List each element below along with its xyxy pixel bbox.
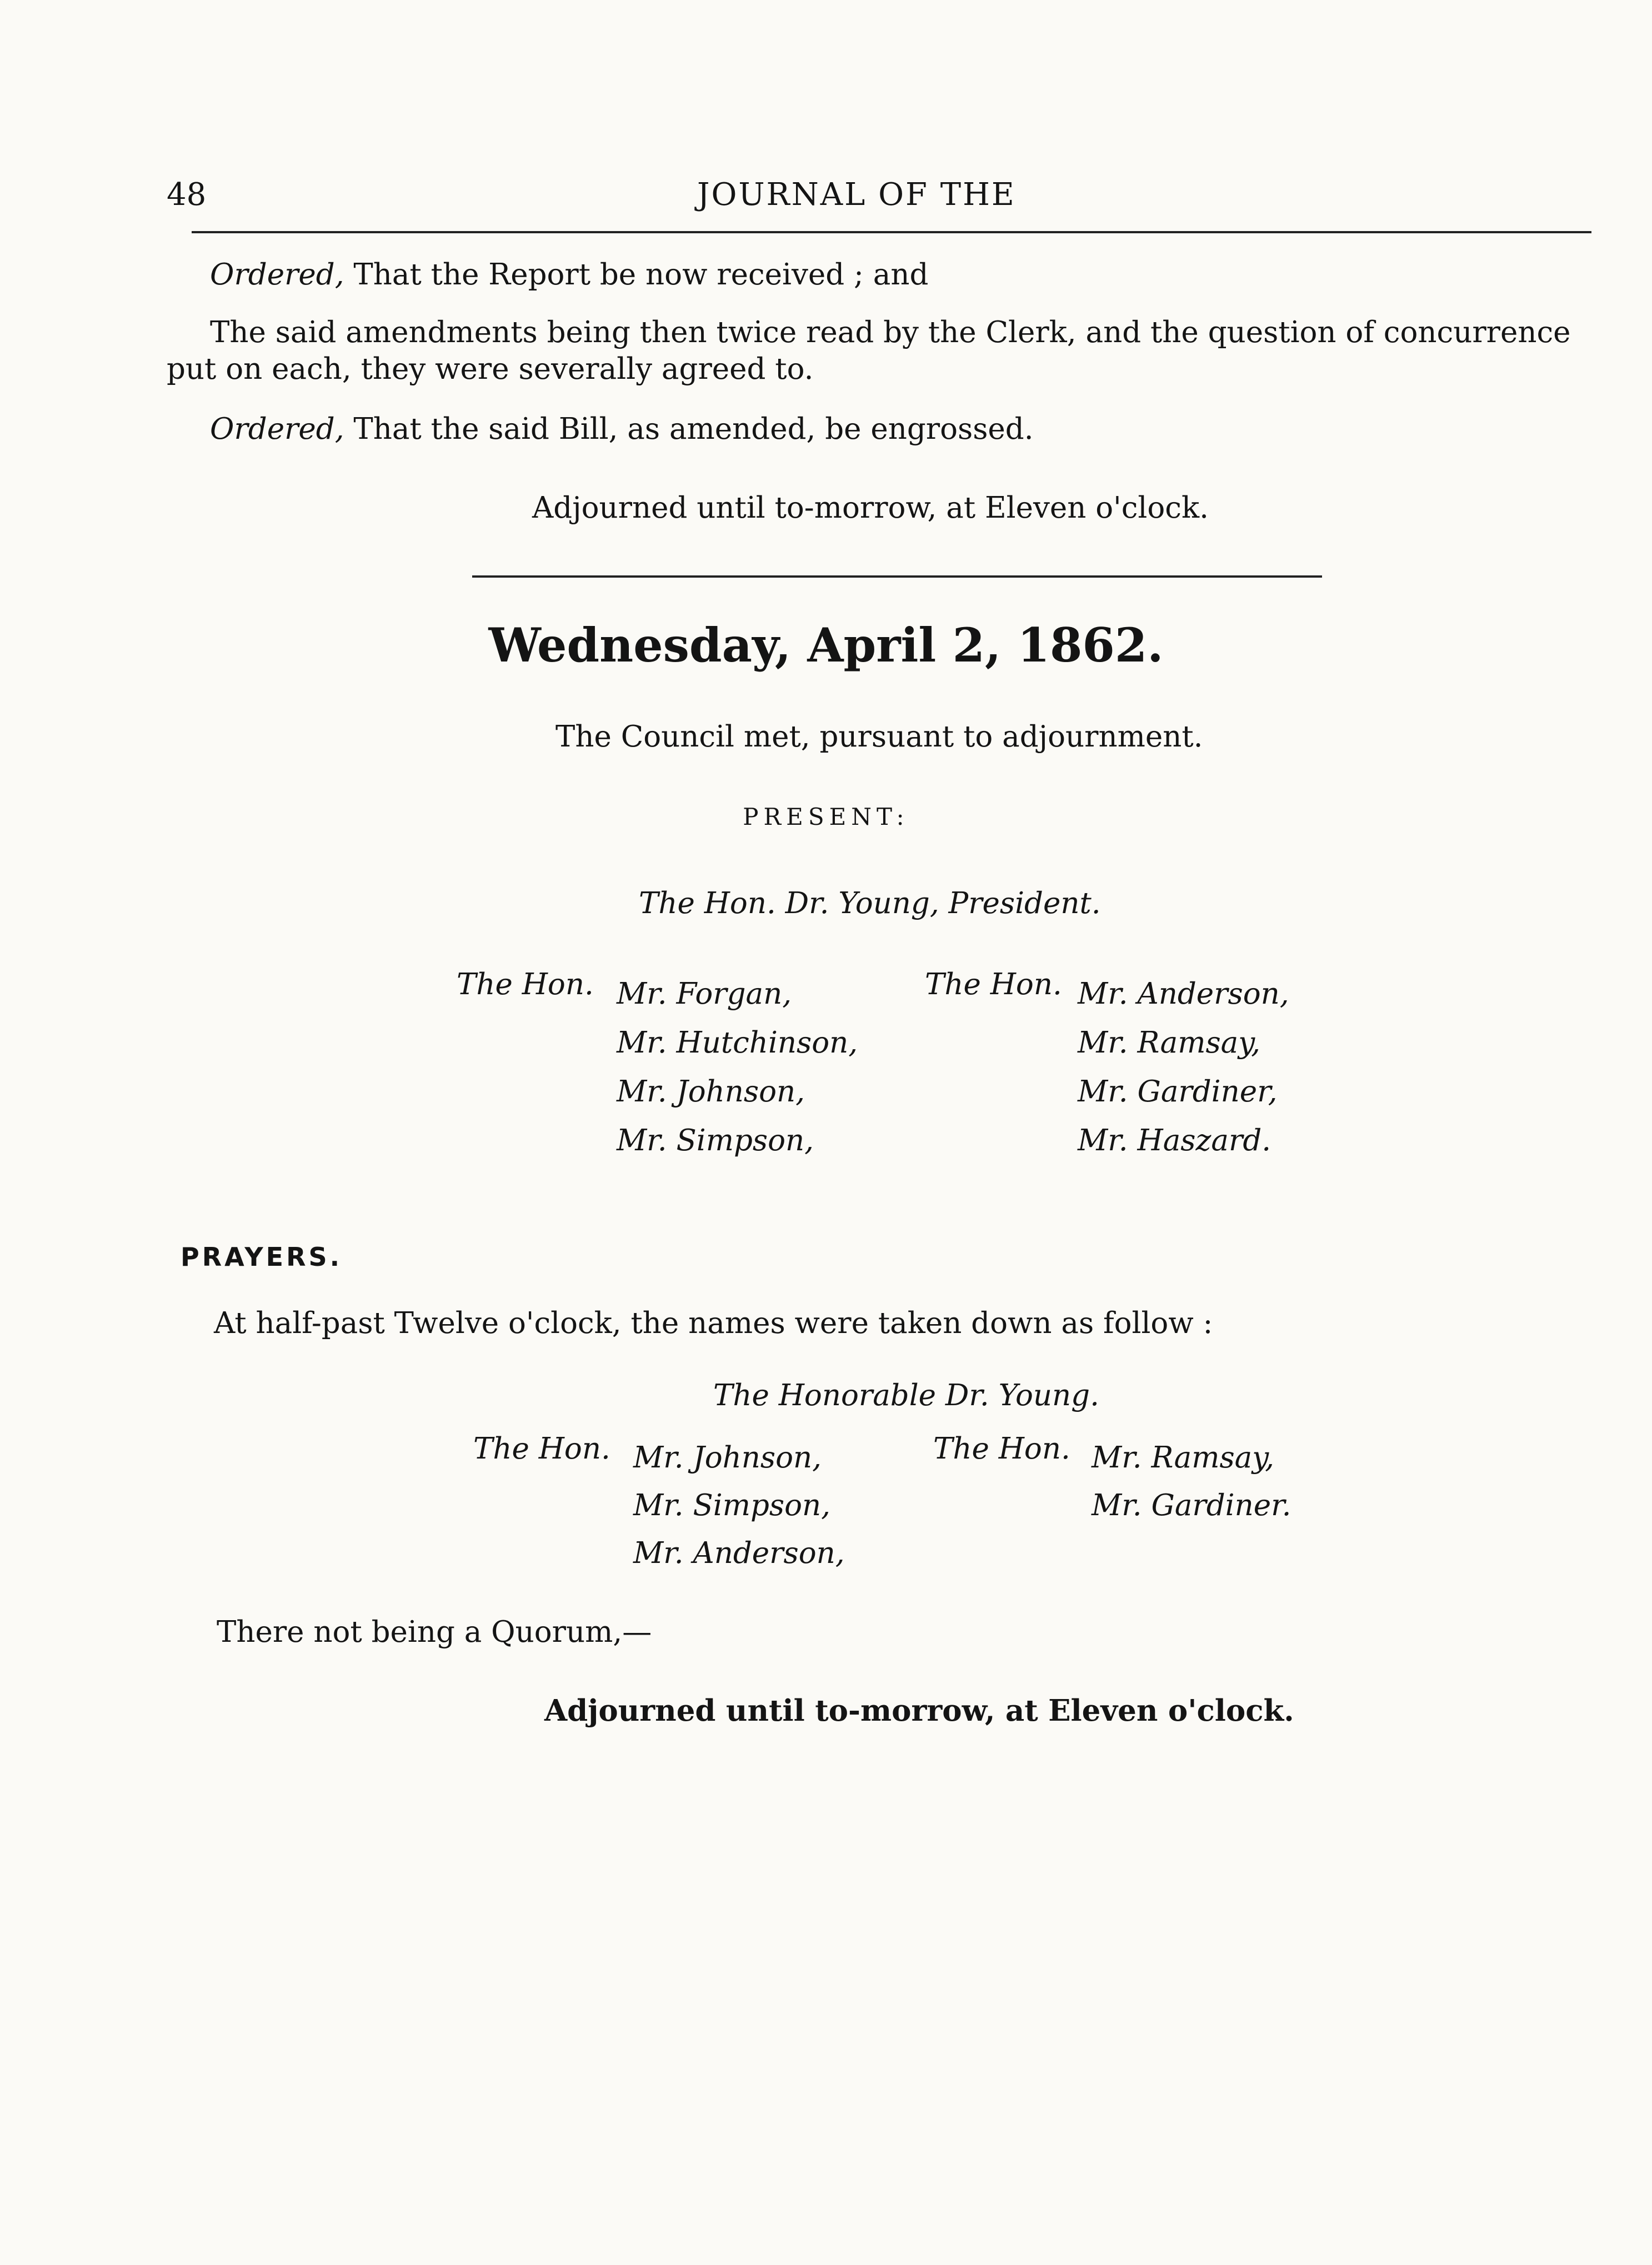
honorable-line: The Honorable Dr. Young. xyxy=(713,1379,1099,1412)
names-right-prefix: The Hon. xyxy=(933,1432,1070,1466)
present-left-member: Mr. Johnson, xyxy=(617,1075,805,1109)
ordered-lead: Ordered, xyxy=(210,412,344,446)
present-right-member: Mr. Anderson, xyxy=(1078,977,1289,1011)
present-right-list xyxy=(1078,970,1289,1165)
names-right-member: Mr. Gardiner. xyxy=(1092,1489,1291,1522)
present-left-member: Mr. Forgan, xyxy=(617,977,792,1011)
present-right-member: Mr. Ramsay, xyxy=(1078,1026,1260,1060)
date-heading: Wednesday, April 2, 1862. xyxy=(488,618,1164,673)
names-right-member: Mr. Ramsay, xyxy=(1092,1441,1274,1475)
present-label: PRESENT: xyxy=(743,803,909,830)
ordered-text: That the Report be now received ; and xyxy=(353,258,929,292)
present-left-member: Mr. Simpson, xyxy=(617,1124,814,1157)
ordered-lead: Ordered, xyxy=(210,258,344,292)
adjourned-line-2: Adjourned until to-morrow, at Eleven o'clock. xyxy=(544,1693,1294,1728)
names-left-member: Mr. Johnson, xyxy=(633,1441,822,1475)
present-left-prefix: The Hon. xyxy=(457,968,594,1001)
names-left-list xyxy=(633,1434,845,1577)
quorum-line: There not being a Quorum,— xyxy=(217,1615,652,1649)
ordered-paragraph-2 xyxy=(210,414,1034,444)
prayers-heading: PRAYERS. xyxy=(181,1242,343,1272)
present-left-list xyxy=(617,970,858,1165)
section-divider xyxy=(472,575,1322,578)
present-left-member: Mr. Hutchinson, xyxy=(617,1026,858,1060)
names-left-member: Mr. Anderson, xyxy=(633,1536,845,1570)
amendments-line-2: put on each, they were severally agreed to. xyxy=(167,352,814,386)
present-right-member: Mr. Gardiner, xyxy=(1078,1075,1278,1109)
ordered-paragraph-1 xyxy=(210,258,929,292)
page-number: 48 xyxy=(167,177,207,213)
amendments-line-1: The said amendments being then twice read by the Clerk, and the question of concurrence xyxy=(210,315,1571,349)
names-right-list xyxy=(1092,1434,1291,1530)
present-right-prefix: The Hon. xyxy=(925,968,1062,1001)
council-met-line: The Council met, pursuant to adjournment. xyxy=(555,720,1203,754)
ordered-text: That the said Bill, as amended, be engrossed. xyxy=(353,412,1034,446)
names-intro: At half-past Twelve o'clock, the names were taken down as follow : xyxy=(214,1306,1213,1340)
names-left-member: Mr. Simpson, xyxy=(633,1489,831,1522)
president-line: The Hon. Dr. Young, President. xyxy=(639,886,1101,920)
adjourned-line-1: Adjourned until to-morrow, at Eleven o'clock. xyxy=(532,491,1209,525)
header-rule xyxy=(192,231,1591,233)
names-left-prefix: The Hon. xyxy=(473,1432,610,1466)
running-title: JOURNAL OF THE xyxy=(697,177,1016,213)
present-right-member: Mr. Haszard. xyxy=(1078,1124,1271,1157)
